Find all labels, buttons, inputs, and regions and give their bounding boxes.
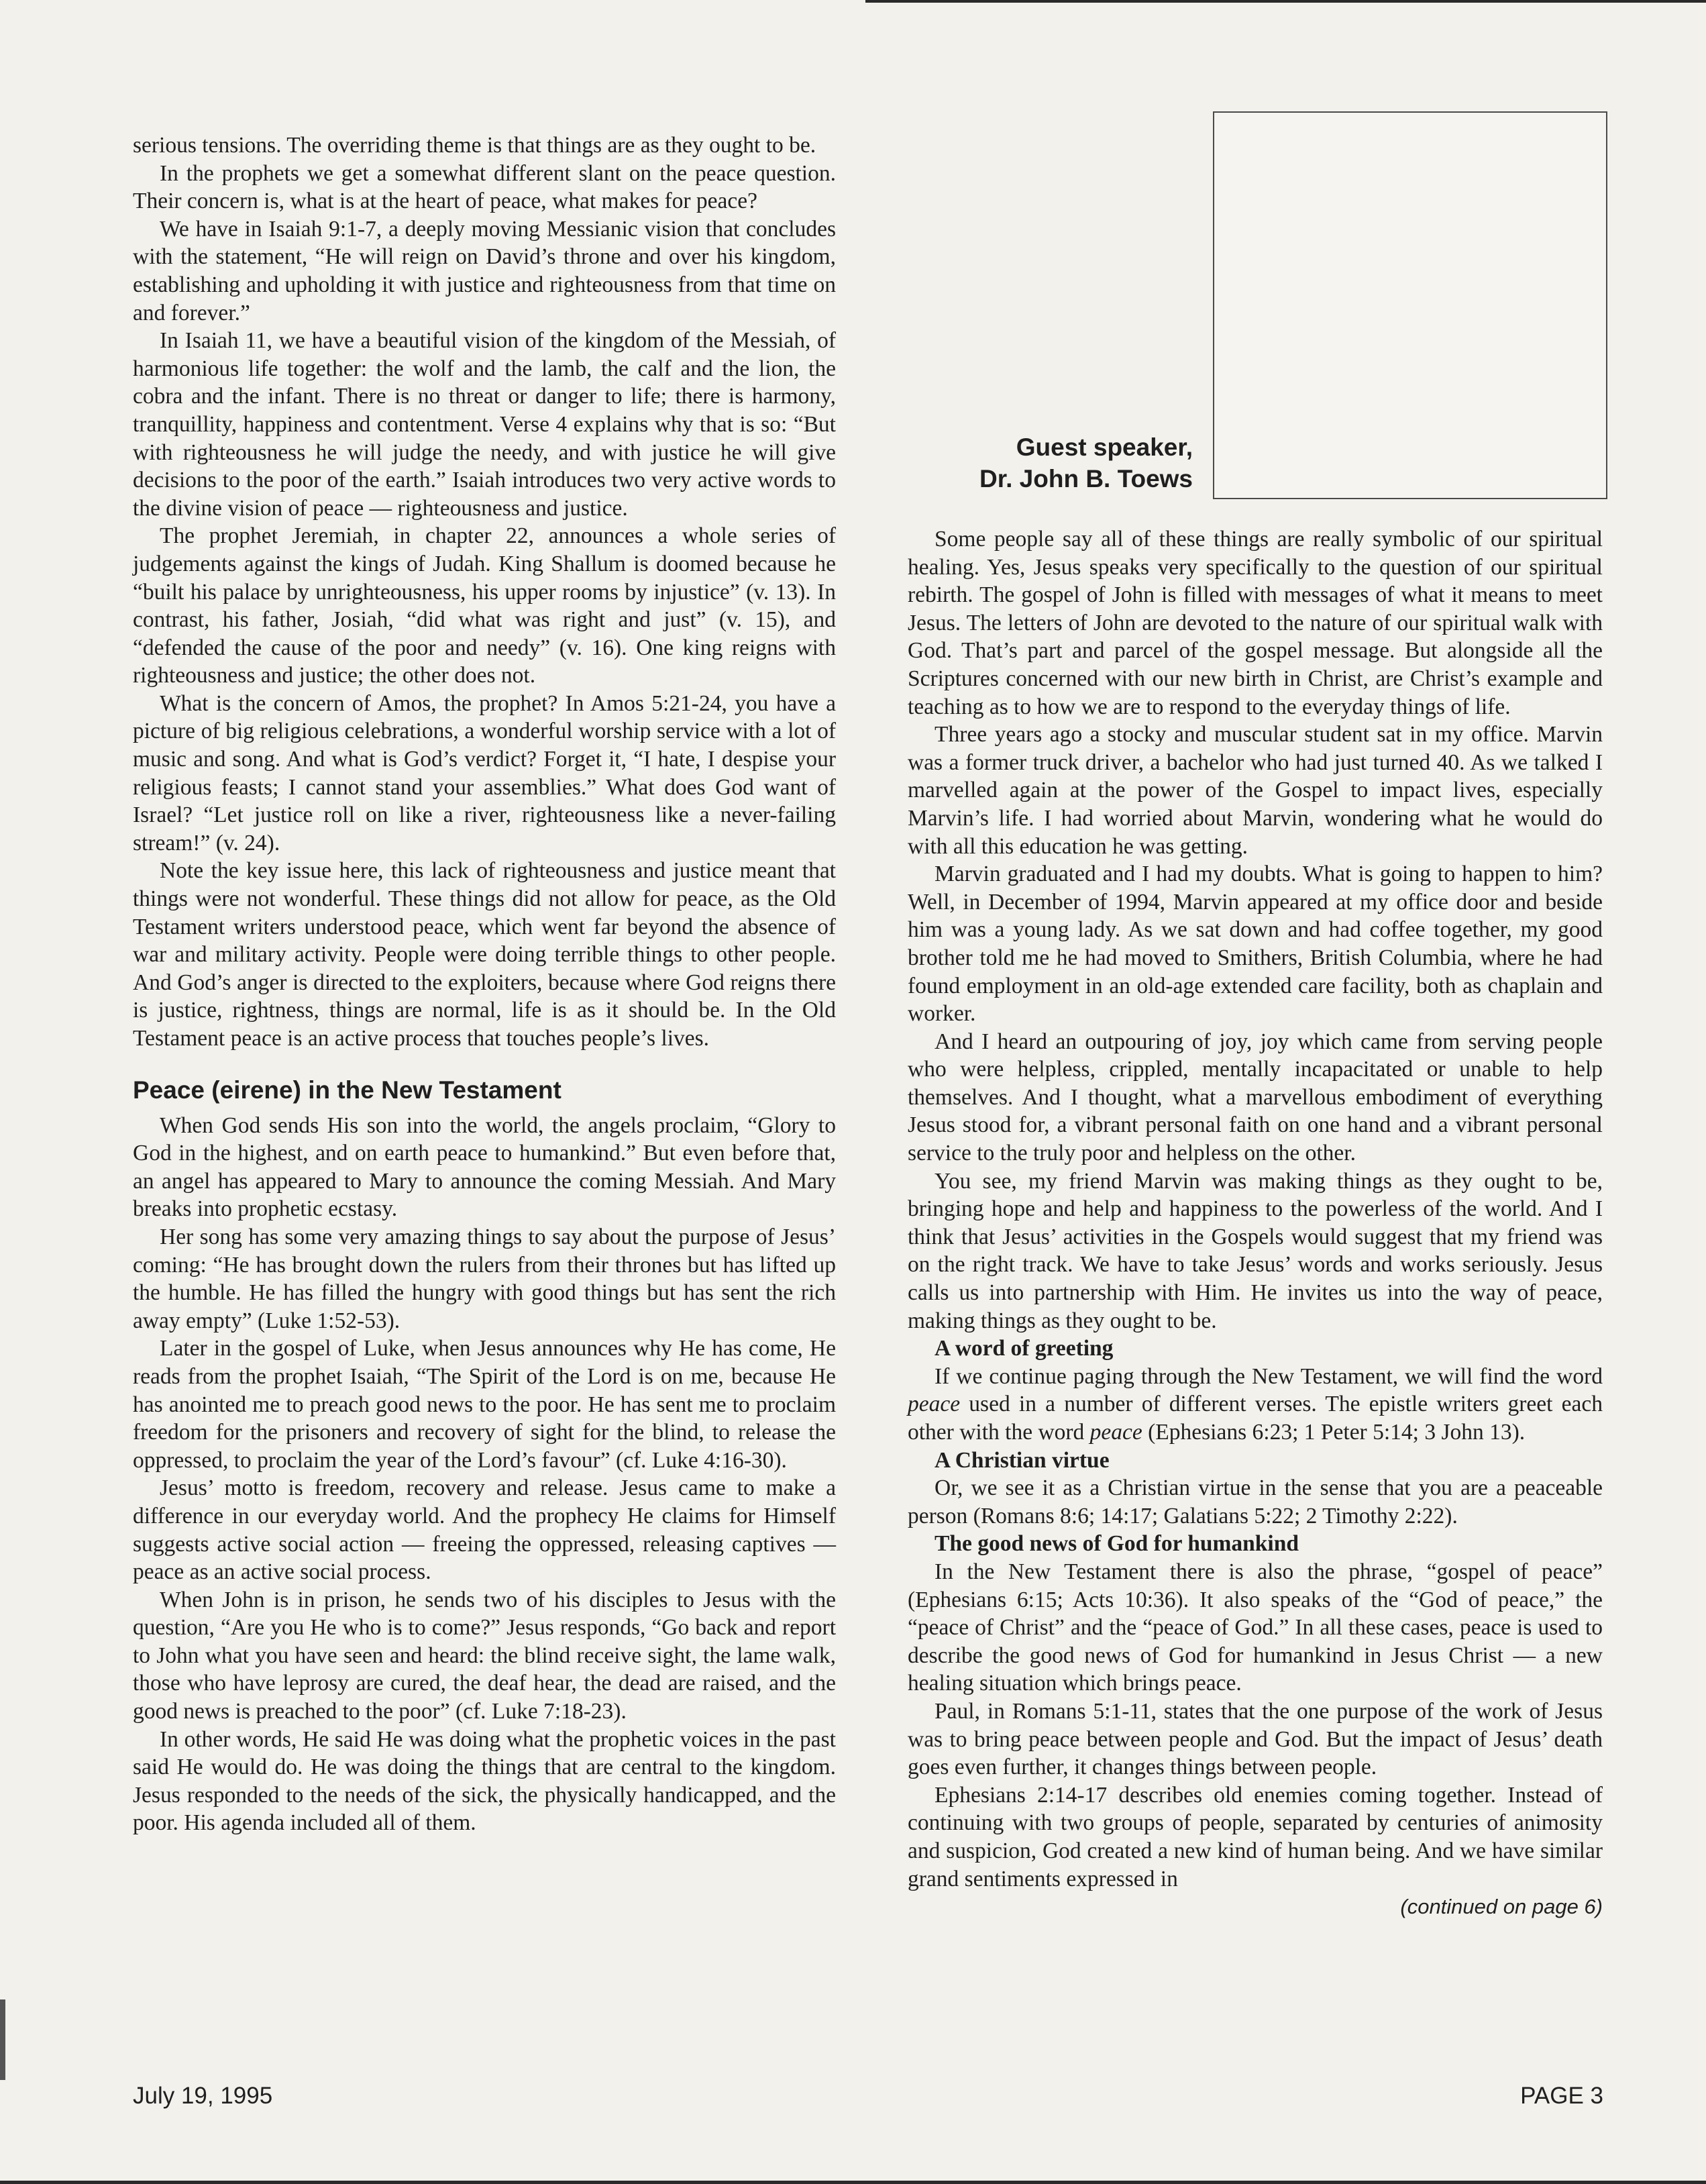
emphasis: peace: [1089, 1420, 1142, 1445]
section-heading: Peace (eirene) in the New Testament: [133, 1076, 562, 1104]
paragraph: Paul, in Romans 5:1-11, states that the one purpose of the work of Jesus was to bring peace between people and God. But the impact of Jesus’ death goes even further, it changes things between people.: [908, 1698, 1603, 1780]
subheading: A Christian virtue: [935, 1447, 1110, 1473]
footer-date: July 19, 1995: [133, 2083, 273, 2109]
bottom-rule: [0, 2181, 1706, 2184]
paragraph: You see, my friend Marvin was making things as they ought to be, bringing hope and help and happiness to the powerless of the world. And I think that Jesus’ activities in the Gospels would suggest that my friend was on the right track. We have to take Jesus’ words and works seriously. Jesus calls us into partnership with Him. He invites us into the way of peace, making things as they ought to be.: [908, 1168, 1603, 1333]
photo-caption: [872, 431, 1193, 495]
right-column: [908, 525, 1603, 1921]
page-number: PAGE 3: [1520, 2083, 1603, 2109]
paragraph: Ephesians 2:14-17 describes old enemies coming together. Instead of continuing with two groups of people, separated by centuries of animosity and suspicion, God created a new kind of human being. And we have similar grand sentiments expressed in: [908, 1782, 1603, 1891]
paragraph: When John is in prison, he sends two of his disciples to Jesus with the question, “Are you He who is to come?” Jesus responds, “Go back and report to John what you have seen and heard: the blind receive sight, the lame walk, those who have leprosy are cured, the deaf hear, the dead are raised, and the good news is preached to the poor” (cf. Luke 7:18-23).: [133, 1587, 836, 1724]
paragraph: Note the key issue here, this lack of righteousness and justice meant that things were not wonderful. These things did not allow for peace, as the Old Testament writers understood peace, which went far beyond the absence of war and military activity. People were doing terrible things to other people. And God’s anger is directed to the exploiters, because where God reigns there is justice, rightness, things are normal, life is as it should be. In the Old Testament peace is an active process that touches people’s lives.: [133, 858, 836, 1051]
paragraph: Three years ago a stocky and muscular student sat in my office. Marvin was a former truck driver, a bachelor who had just turned 40. As we talked I marvelled again at the power of the Gospel to impact lives, especially Marvin’s life. I had worried about Marvin, wondering what he would do with all this education he was getting.: [908, 722, 1603, 859]
paragraph: Jesus’ motto is freedom, recovery and release. Jesus came to make a difference in our everyday world. And the prophecy He claims for Himself suggests active social action — freeing the oppressed, releasing captives — peace as an active social process.: [133, 1475, 836, 1585]
paragraph: In other words, He said He was doing what the prophetic voices in the past said He would do. He was doing the things that are central to the kingdom. Jesus responded to the needs of the sick, the physically handicapped, and the poor. His agenda included all of them.: [133, 1726, 836, 1836]
paragraph: In Isaiah 11, we have a beautiful vision of the kingdom of the Messiah, of harmonious life together: the wolf and the lamb, the calf and the lion, the cobra and the infant. There is no threat or danger to life; there is harmony, tranquillity, happiness and contentment. Verse 4 explains why that is so: “But with righteousness he will judge the needy, and with justice he will give decisions to the poor of the earth.” Isaiah introduces two very active words to the divine vision of peace — righteousness and justice.: [133, 328, 836, 521]
speaker-photo-frame: [1213, 111, 1607, 499]
paragraph: Her song has some very amazing things to say about the purpose of Jesus’ coming: “He has brought down the rulers from their thrones but has lifted up the humble. He has filled the hungry with good things but has sent the rich away empty” (Luke 1:52-53).: [133, 1224, 836, 1333]
continued-note: (continued on page 6): [1400, 1895, 1603, 1919]
subheading: The good news of God for humankind: [935, 1531, 1299, 1557]
paragraph: Some people say all of these things are really symbolic of our spiritual healing. Yes, Jesus speaks very specifically to the question of our spiritual rebirth. The gospel of John is filled with messages of what it means to meet Jesus. The letters of John are devoted to the nature of our spiritual walk with God. That’s part and parcel of the gospel message. But alongside all the Scriptures concerned with our new birth in Christ, are Christ’s example and teaching as to how we are to respond to the everyday things of life.: [908, 527, 1603, 719]
text-run: used in a number of different verses. The epistle writers greet each other with the word: [908, 1392, 1603, 1445]
caption-line: Dr. John B. Toews: [979, 465, 1193, 492]
scan-edge: [0, 1999, 5, 2080]
paragraph: We have in Isaiah 9:1-7, a deeply moving Messianic vision that concludes with the statement, “He will reign on David’s throne and over his kingdom, establishing and upholding it with justice and righteousness from that time on and forever.”: [133, 216, 836, 325]
paragraph: The prophet Jeremiah, in chapter 22, announces a whole series of judgements against the kings of Judah. King Shallum is doomed because he “built his palace by unrighteousness, his upper rooms by injustice” (v. 13). In contrast, his father, Josiah, “did what was right and just” (v. 15), and “defended the cause of the poor and needy” (v. 16). One king reigns with righteousness and justice; the other does not.: [133, 523, 836, 688]
paragraph: When God sends His son into the world, the angels proclaim, “Glory to God in the highest, and on earth peace to humankind.” But even before that, an angel has appeared to Mary to announce the coming Messiah. And Mary breaks into prophetic ecstasy.: [133, 1112, 836, 1222]
paragraph: [908, 1363, 1603, 1447]
subheading: A word of greeting: [935, 1336, 1114, 1361]
paragraph: In the New Testament there is also the phrase, “gospel of peace” (Ephesians 6:15; Acts 10:36). It also speaks of the “God of peace,” the “peace of Christ” and the “peace of God.” In all these cases, peace is used to describe the good news of God for humankind in Jesus Christ — a new healing situation which brings peace.: [908, 1559, 1603, 1696]
text-run: (Ephesians 6:23; 1 Peter 5:14; 3 John 13).: [1142, 1420, 1526, 1445]
paragraph: serious tensions. The overriding theme is that things are as they ought to be.: [133, 133, 816, 158]
paragraph: Or, we see it as a Christian virtue in the sense that you are a peaceable person (Romans 8:6; 14:17; Galatians 5:22; 2 Timothy 2:22).: [908, 1475, 1603, 1528]
paragraph: Later in the gospel of Luke, when Jesus announces why He has come, He reads from the prophet Isaiah, “The Spirit of the Lord is on me, because He has anointed me to preach good news to the poor. He has sent me to proclaim freedom for the prisoners and recovery of sight for the blind, to release the oppressed, to proclaim the year of the Lord’s favour” (cf. Luke 4:16-30).: [133, 1336, 836, 1473]
text-run: If we continue paging through the New Testament, we will find the word: [935, 1363, 1603, 1389]
paragraph: Marvin graduated and I had my doubts. What is going to happen to him? Well, in December of 1994, Marvin appeared at my office door and beside him was a young lady. As we sat down and had coffee together, my good brother told me he had moved to Smithers, British Columbia, where he had found employment in an old-age extended care facility, both as chaplain and worker.: [908, 862, 1603, 1027]
top-rule: [865, 0, 1706, 3]
caption-line: Guest speaker,: [1016, 433, 1193, 461]
paragraph: What is the concern of Amos, the prophet? In Amos 5:21-24, you have a picture of big religious celebrations, a wonderful worship service with a lot of music and song. And what is God’s verdict? Forget it, “I hate, I despise your religious feasts; I cannot stand your assemblies.” What does God want of Israel? “Let justice roll on like a river, righteousness like a never-failing stream!” (v. 24).: [133, 690, 836, 855]
paragraph: And I heard an outpouring of joy, joy which came from serving people who were helpless, crippled, mentally incapacitated or unable to help themselves. And I thought, what a marvellous embodiment of everything Jesus stood for, a vibrant personal faith on one hand and a vibrant personal service to the truly poor and helpless on the other.: [908, 1029, 1603, 1166]
emphasis: peace: [908, 1392, 961, 1417]
left-column: [133, 132, 836, 1837]
paragraph: In the prophets we get a somewhat different slant on the peace question. Their concern is, what is at the heart of peace, what makes for peace?: [133, 160, 836, 214]
